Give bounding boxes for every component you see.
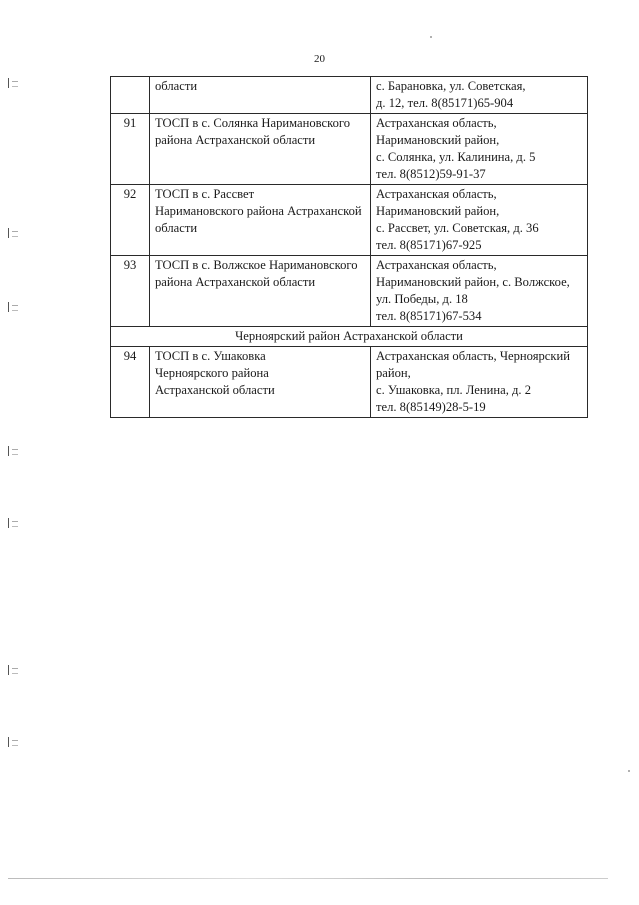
table-row — [111, 114, 588, 185]
office-name-line: Черноярского района — [155, 366, 269, 380]
binder-hole-mark — [8, 302, 22, 312]
office-name-line: области — [155, 79, 198, 93]
office-address — [371, 114, 588, 185]
page-number: 20 — [314, 53, 325, 65]
address-line: с. Рассвет, ул. Советская, д. 36 — [376, 221, 539, 235]
office-address — [371, 185, 588, 256]
district-header: Черноярский район Астраханской области — [111, 327, 588, 347]
address-line: тел. 8(85149)28-5-19 — [376, 400, 486, 414]
row-number: 92 — [111, 185, 150, 256]
address-line: Астраханская область, Наримановский район, с. Волжское, — [376, 258, 570, 289]
scan-edge-line — [8, 878, 608, 879]
district-header-row — [111, 327, 588, 347]
scan-speck — [628, 770, 630, 772]
binder-hole-mark — [8, 446, 22, 456]
address-line: тел. 8(85171)67-534 — [376, 309, 482, 323]
address-line: с. Барановка, ул. Советская, — [376, 79, 526, 93]
address-line: с. Ушаковка, пл. Ленина, д. 2 — [376, 383, 531, 397]
row-number: 93 — [111, 256, 150, 327]
address-line: с. Солянка, ул. Калинина, д. 5 — [376, 150, 536, 164]
office-name: ТОСП в с. Солянка Наримановского района Астраханской области — [150, 114, 371, 185]
office-address — [371, 347, 588, 418]
row-number: 91 — [111, 114, 150, 185]
office-name-line: ТОСП в с. Ушаковка — [155, 349, 266, 363]
office-address — [371, 256, 588, 327]
address-line: ул. Победы, д. 18 — [376, 292, 468, 306]
office-name — [150, 347, 371, 418]
registry-table — [110, 76, 588, 418]
table-row — [111, 185, 588, 256]
address-line: тел. 8(85171)67-925 — [376, 238, 482, 252]
binder-hole-mark — [8, 78, 22, 88]
binder-hole-mark — [8, 737, 22, 747]
table-row — [111, 77, 588, 114]
row-number — [111, 77, 150, 114]
binder-hole-mark — [8, 228, 22, 238]
table-row — [111, 347, 588, 418]
office-name — [150, 77, 371, 114]
scan-speck — [430, 36, 432, 38]
address-line: тел. 8(8512)59-91-37 — [376, 167, 486, 181]
office-name — [150, 185, 371, 256]
binder-hole-mark — [8, 518, 22, 528]
office-name: ТОСП в с. Волжское Наримановского района Астраханской области — [150, 256, 371, 327]
row-number: 94 — [111, 347, 150, 418]
address-line: Астраханская область, Наримановский район, — [376, 116, 500, 147]
office-name-line: Астраханской области — [155, 383, 275, 397]
office-name-line: ТОСП в с. Рассвет — [155, 187, 255, 201]
address-line: д. 12, тел. 8(85171)65-904 — [376, 96, 514, 110]
address-line: Астраханская область, Наримановский район, — [376, 187, 500, 218]
office-address — [371, 77, 588, 114]
office-name-line: Наримановского района Астраханской области — [155, 204, 362, 235]
table-row — [111, 256, 588, 327]
binder-hole-mark — [8, 665, 22, 675]
address-line: Астраханская область, Черноярский район, — [376, 349, 570, 380]
